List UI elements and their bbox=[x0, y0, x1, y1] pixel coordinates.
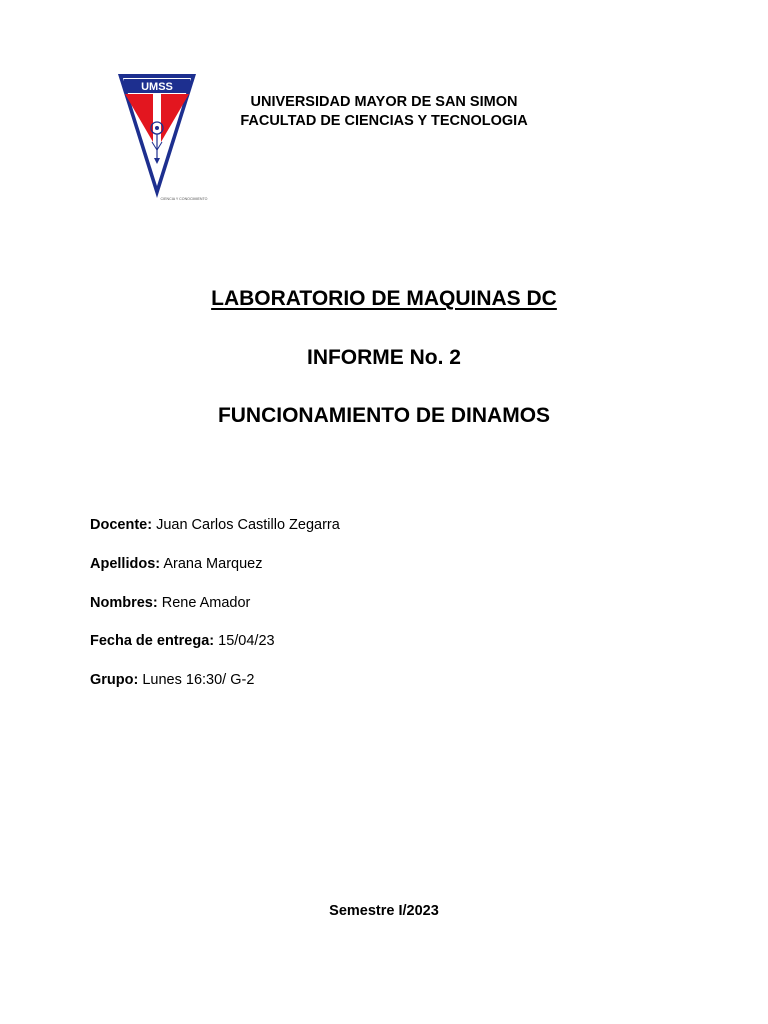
university-name: UNIVERSIDAD MAYOR DE SAN SIMON bbox=[250, 94, 518, 110]
field-nombres-label: Nombres: bbox=[90, 595, 158, 611]
logo-motto: CIENCIA Y CONOCIMIENTO bbox=[160, 197, 208, 201]
field-nombres-value: Rene Amador bbox=[161, 595, 251, 611]
logo-text: UMSS bbox=[141, 81, 173, 93]
lab-title-text: LABORATORIO DE MAQUINAS DC bbox=[211, 287, 557, 310]
report-subject: FUNCIONAMIENTO DE DINAMOS bbox=[217, 404, 551, 427]
field-grupo bbox=[90, 672, 254, 688]
field-grupo-value: Lunes 16:30/ G-2 bbox=[142, 672, 255, 688]
field-fecha-label: Fecha de entrega: bbox=[90, 633, 215, 649]
field-docente bbox=[90, 517, 340, 533]
field-apellidos-label: Apellidos: bbox=[90, 556, 161, 572]
field-fecha bbox=[90, 633, 275, 649]
faculty-name: FACULTAD DE CIENCIAS Y TECNOLOGIA bbox=[240, 113, 528, 129]
field-nombres bbox=[90, 595, 250, 611]
semester: Semestre I/2023 bbox=[329, 903, 439, 919]
field-fecha-value: 15/04/23 bbox=[218, 633, 275, 649]
field-apellidos bbox=[90, 556, 262, 572]
lab-title bbox=[0, 287, 768, 311]
field-docente-label: Docente: bbox=[90, 517, 153, 533]
field-apellidos-value: Arana Marquez bbox=[163, 556, 263, 572]
field-grupo-label: Grupo: bbox=[90, 672, 139, 688]
report-number: INFORME No. 2 bbox=[306, 346, 461, 369]
field-docente-value: Juan Carlos Castillo Zegarra bbox=[156, 517, 340, 533]
umss-logo bbox=[116, 72, 208, 204]
